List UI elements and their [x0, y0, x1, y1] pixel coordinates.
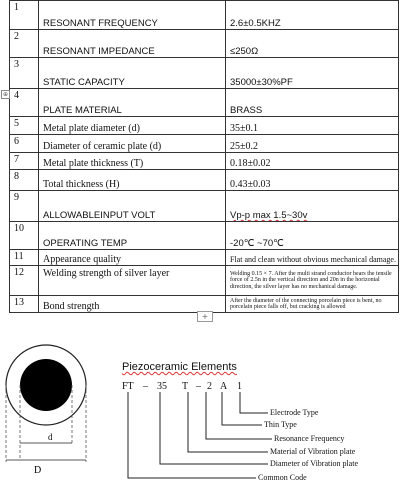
row-value: 0.18±0.02 [226, 153, 399, 170]
table-row [10, 296, 399, 313]
row-value: BRASS [226, 89, 399, 117]
row-label: Metal plate diameter (d) [39, 117, 226, 135]
row-number: 1 [10, 1, 39, 30]
row-number: 12 [10, 266, 39, 296]
legend-diameter: Diameter of Vibration plate [270, 459, 359, 468]
row-label: STATIC CAPACITY [39, 58, 226, 89]
row-label: RESONANT IMPEDANCE [39, 30, 226, 58]
spec-table [9, 0, 399, 313]
row-value: 35000±30%PF [226, 58, 399, 89]
table-row [10, 89, 399, 117]
row-number: 10 [10, 222, 39, 250]
row-value: 2.6±0.5KHZ [226, 1, 399, 30]
table-row [10, 153, 399, 170]
table-row [10, 250, 399, 266]
table-row [10, 222, 399, 250]
dim-d-label: d [48, 432, 53, 442]
row-number: 9 [10, 191, 39, 222]
row-label: Diameter of ceramic plate (d) [39, 135, 226, 153]
row-label: Metal plate thickness (T) [39, 153, 226, 170]
table-row [10, 58, 399, 89]
code-leaders [128, 392, 272, 478]
table-row [10, 1, 399, 30]
code-part: A [220, 381, 228, 392]
voltage-value: Vp-p max 1.5~30v [230, 210, 308, 221]
row-label: OPERATING TEMP [39, 222, 226, 250]
table-row [10, 135, 399, 153]
legend-electrode-type: Electrode Type [270, 408, 319, 417]
row-value: 0.43±0.03 [226, 170, 399, 191]
legend-thin-type: Thin Type [264, 420, 297, 429]
row-label: RESONANT FREQUENCY [39, 1, 226, 30]
code-part: 35 [157, 381, 167, 392]
table-row [10, 191, 399, 222]
dim-D-label: D [34, 465, 42, 476]
legend-material: Material of Vibration plate [270, 447, 356, 456]
row-value: -20℃ ~70℃ [226, 222, 399, 250]
row-number: 6 [10, 135, 39, 153]
row-label: ALLOWABLEINPUT VOLT [39, 191, 226, 222]
table-row [10, 117, 399, 135]
row-number: 13 [10, 296, 39, 313]
row-number: 5 [10, 117, 39, 135]
code-part: – [143, 381, 148, 392]
legend-resonance-frequency: Resonance Frequency [274, 434, 345, 443]
ceramic-disc [20, 359, 72, 411]
table-row [10, 30, 399, 58]
row-value: Welding 0.15 × 7. After the multi strand conductor bears the tensile force of 2.5n in the vertical direction and 20n in the horizontal direction, the silver layer has no mechanical damage. [226, 266, 399, 296]
code-part: 2 [207, 381, 212, 392]
code-part: T [182, 381, 189, 392]
row-label: Total thickness (H) [39, 170, 226, 191]
plus-icon[interactable]: + [197, 311, 213, 322]
row-value: Flat and clean without obvious mechanical damage. [226, 250, 399, 266]
row-label: PLATE MATERIAL [39, 89, 226, 117]
row-number: 8 [10, 170, 39, 191]
code-part: 1 [237, 381, 242, 392]
diagram-title: Piezoceramic Elements [122, 361, 237, 373]
code-part: – [196, 381, 201, 392]
code-part: FT [122, 381, 134, 392]
row-value: ≤250Ω [226, 30, 399, 58]
row-number: 7 [10, 153, 39, 170]
table-row [10, 170, 399, 191]
row-number: 4 [10, 89, 39, 117]
row-number: 2 [10, 30, 39, 58]
row-label: Appearance quality [39, 250, 226, 266]
row-value: 35±0.1 [226, 117, 399, 135]
table-row [10, 266, 399, 296]
row-value: 25±0.2 [226, 135, 399, 153]
row-label: Welding strength of silver layer [39, 266, 226, 296]
move-handle-icon[interactable]: ⊕ [2, 91, 9, 98]
row-value [226, 191, 399, 222]
row-number: 11 [10, 250, 39, 266]
row-number: 3 [10, 58, 39, 89]
legend-common-code: Common Code [258, 473, 307, 482]
row-label: Bond strength [39, 296, 226, 313]
row-value: After the diameter of the connecting porcelain piece is bent, no porcelain piece falls off, but cracking is allowed [226, 296, 399, 313]
